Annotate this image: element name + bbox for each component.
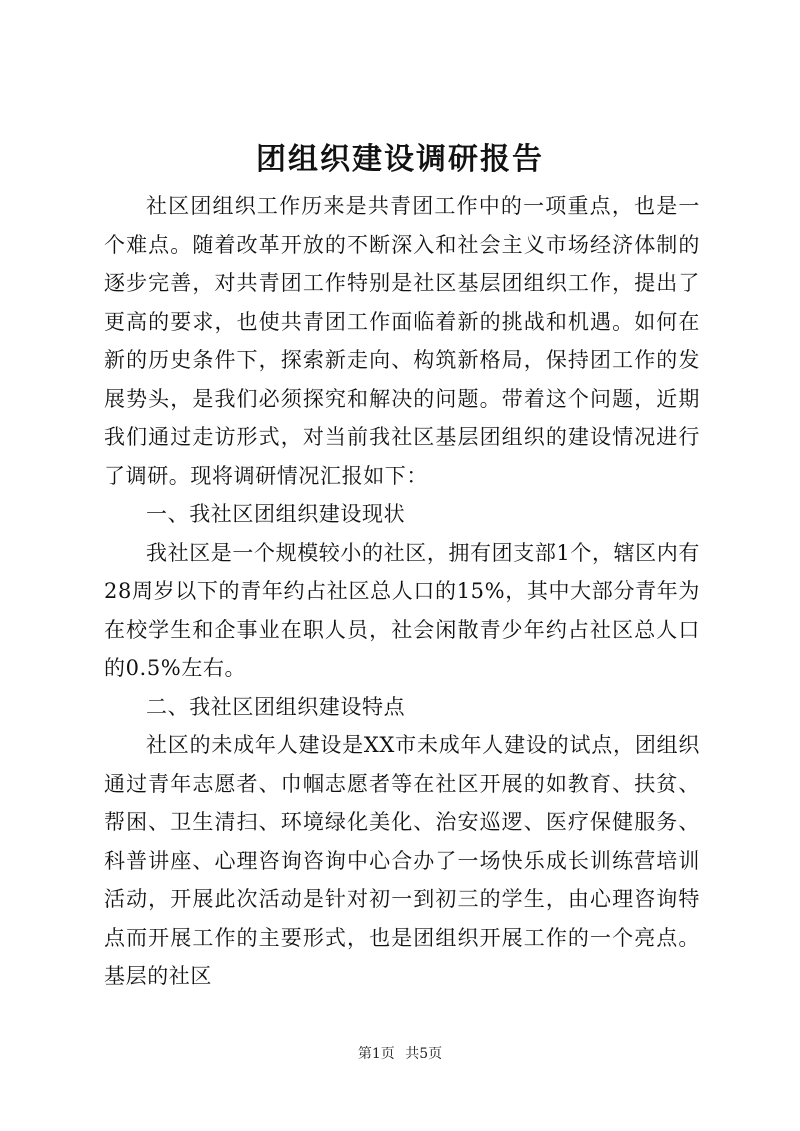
features-paragraph: 社区的未成年人建设是XX市未成年人建设的试点，团组织通过青年志愿者、巾帼志愿者等在社区开展的如教育、扶贫、帮困、卫生清扫、环境绿化美化、治安巡逻、医疗保健服务、科普讲座、心理咨询咨询中心合办了一场快乐成长训练营培训活动，开展此次活动是针对初一到初三的学生，由心理咨询特点而开展工作的主要形式，也是团组织开展工作的一个亮点。基层的社区 bbox=[104, 733, 700, 988]
section-heading-features: 二、我社区团组织建设特点 bbox=[146, 694, 406, 719]
status-paragraph: 我社区是一个规模较小的社区，拥有团支部1个，辖区内有28周岁以下的青年约占社区总人口的15%，其中大部分青年为在校学生和企事业在职人员，社会闲散青少年约占社区总人口的0.5%左右。 bbox=[104, 540, 700, 680]
page-footer bbox=[0, 1044, 800, 1064]
section-heading-status: 一、我社区团组织建设现状 bbox=[146, 502, 406, 526]
intro-paragraph: 社区团组织工作历来是共青团工作中的一项重点，也是一个难点。随着改革开放的不断深入和社会主义市场经济体制的逐步完善，对共青团工作特别是社区基层团组织工作，提出了更高的要求，也使共青团工作面临着新的挑战和机遇。如何在新的历史条件下，探索新走向、构筑新格局，保持团工作的发展势头，是我们必须探究和解决的问题。带着这个问题，近期我们通过走访形式，对当前我社区基层团组织的建设情况进行了调研。现将调研情况汇报如下： bbox=[104, 194, 700, 488]
document-title: 团组织建设调研报告 bbox=[256, 142, 544, 177]
total-pages: 共5页 bbox=[405, 1046, 443, 1062]
page-number: 第1页 bbox=[357, 1046, 395, 1062]
document-body bbox=[104, 187, 700, 996]
